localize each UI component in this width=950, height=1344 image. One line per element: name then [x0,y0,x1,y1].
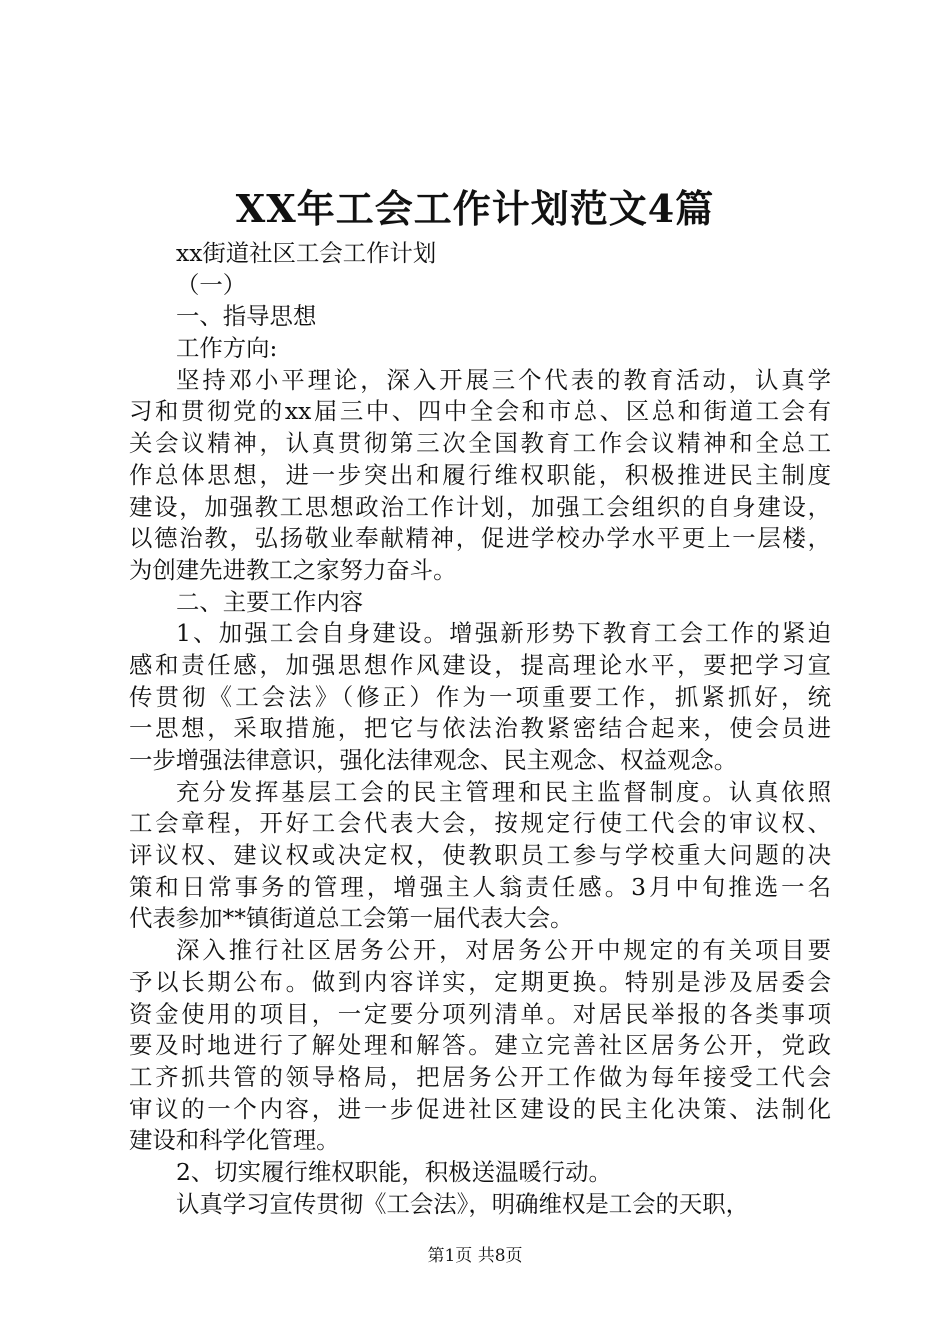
paragraph-line: 建设和科学化管理。 [129,1126,340,1155]
paragraph-line: 传贯彻《工会法》（修正）作为一项重要工作，抓紧抓好，统 [129,682,831,711]
paragraph-line: 审议的一个内容，进一步促进社区建设的民主化决策、法制化 [129,1094,831,1123]
paragraph-line: 1、加强工会自身建设。增强新形势下教育工会工作的紧迫 [176,619,831,648]
paragraph-line: 策和日常事务的管理，增强主人翁责任感。3月中旬推选一名 [129,872,831,901]
paragraph-line: 资金使用的项目，一定要分项列清单。对居民举报的各类事项 [129,999,831,1028]
paragraph-line: 评议权、建议权或决定权，使教职员工参与学校重大问题的决 [129,841,831,870]
page-number-footer: 第1页 共8页 [427,1246,523,1266]
paragraph-line: 工会章程，开好工会代表大会，按规定行使工代会的审议权、 [129,809,831,838]
text-line: 工作方向: [176,334,278,363]
heading-line: 2、切实履行维权职能，积极送温暖行动。 [176,1157,612,1186]
document-title: XX年工会工作计划范文4篇 [235,186,715,231]
heading-line: 二、主要工作内容 [176,587,364,616]
paragraph-line: 一思想，采取措施，把它与依法治教紧密结合起来，使会员进 [129,714,831,743]
paragraph-line: 认真学习宣传贯彻《工会法》，明确维权是工会的天职， [176,1189,750,1218]
paragraph-line: 深入推行社区居务公开，对居务公开中规定的有关项目要 [176,936,831,965]
paragraph-line: 代表参加**镇街道总工会第一届代表大会。 [129,904,574,933]
subtitle-line: xx街道社区工会工作计划 [176,239,437,267]
paragraph-line: 坚持邓小平理论，深入开展三个代表的教育活动，认真学 [176,365,831,394]
paragraph-line: 关会议精神，认真贯彻第三次全国教育工作会议精神和全总工 [129,429,831,458]
paragraph-line: 感和责任感，加强思想作风建设，提高理论水平，要把学习宣 [129,650,831,679]
paragraph-line: 为创建先进教工之家努力奋斗。 [129,555,457,584]
document-body [129,238,831,1220]
paragraph-line: 充分发挥基层工会的民主管理和民主监督制度。认真依照 [176,777,831,806]
paragraph-line: 工齐抓共管的领导格局，把居务公开工作做为每年接受工代会 [129,1062,831,1091]
paragraph-line: 建设，加强教工思想政治工作计划，加强工会组织的自身建设， [129,492,831,521]
paragraph-line: 一步增强法律意识，强化法律观念、民主观念、权益观念。 [129,746,738,774]
paragraph-line: 习和贯彻党的xx届三中、四中全会和市总、区总和街道工会有 [129,397,831,426]
paragraph-line: 作总体思想，进一步突出和履行维权职能，积极推进民主制度 [129,460,831,489]
section-number-line: （一） [176,270,247,299]
paragraph-line: 予以长期公布。做到内容详实，定期更换。特别是涉及居委会 [129,967,831,996]
paragraph-line: 要及时地进行了解处理和解答。建立完善社区居务公开，党政 [129,1031,831,1060]
heading-line: 一、指导思想 [176,302,317,331]
paragraph-line: 以德治教，弘扬敬业奉献精神，促进学校办学水平更上一层楼， [129,524,831,553]
